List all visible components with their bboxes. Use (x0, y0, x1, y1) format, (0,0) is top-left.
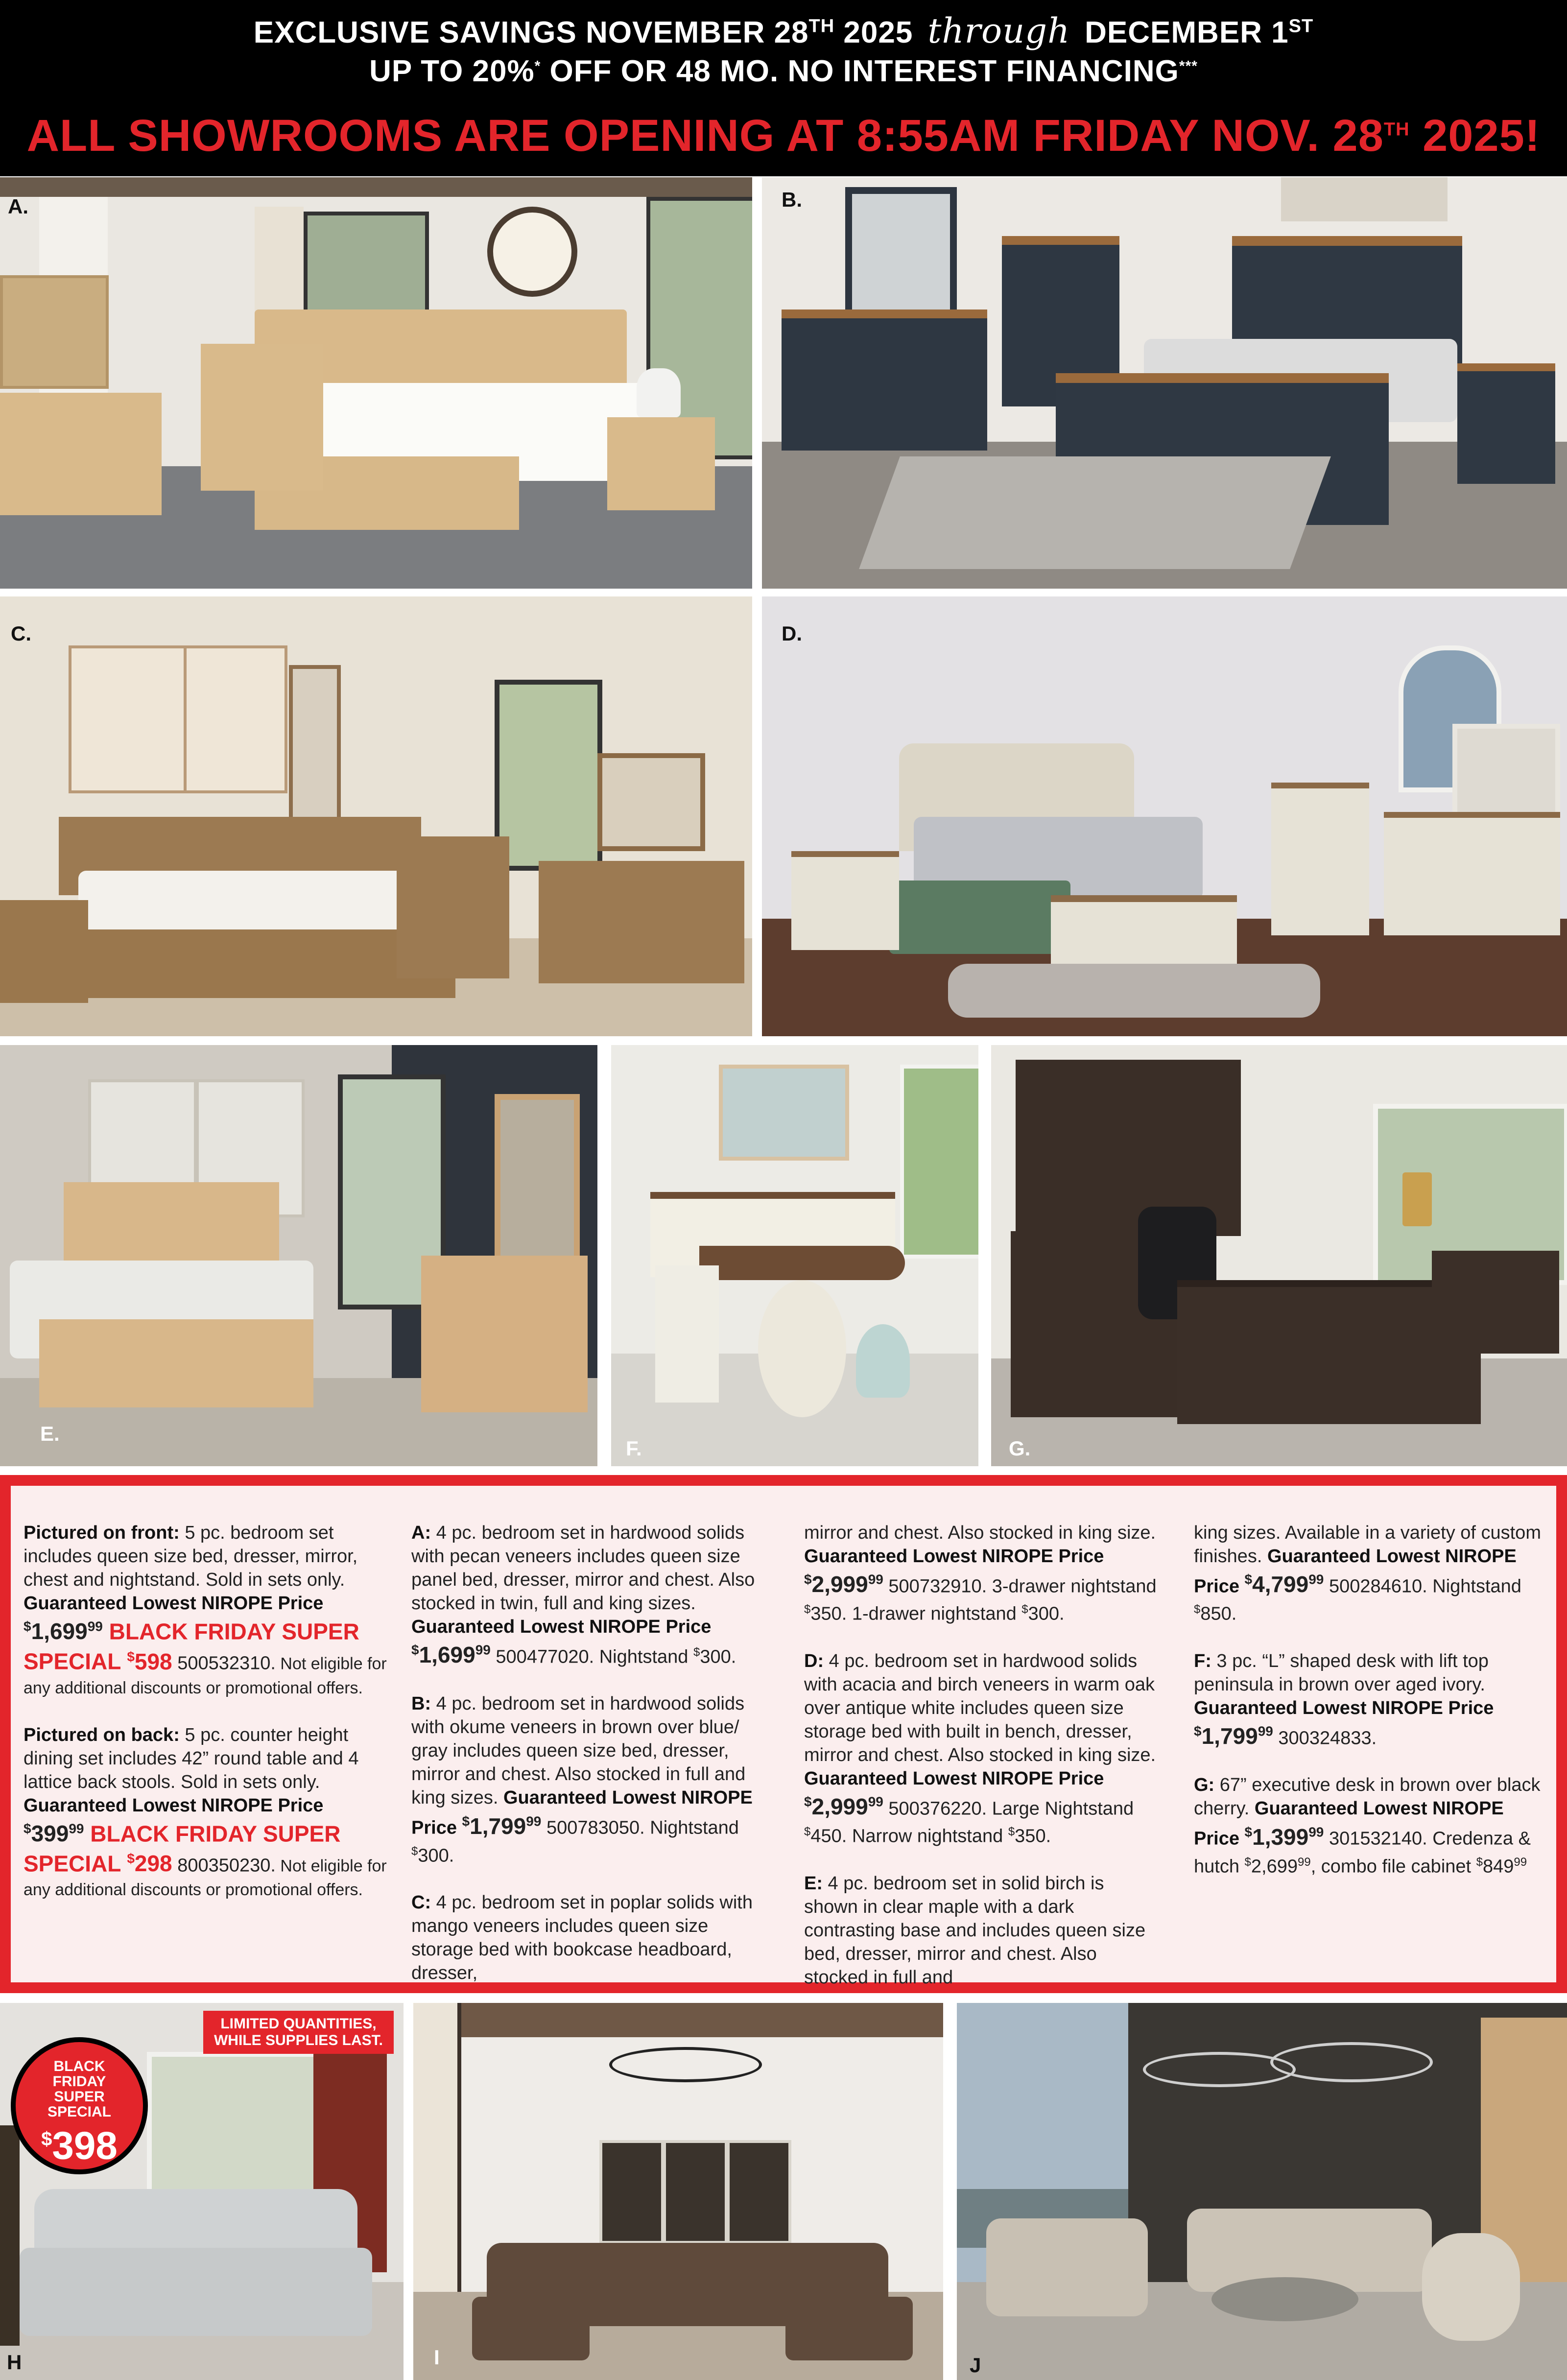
item-text: 4 pc. bedroom set in hardwood solids with okume veneers in brown over blue/ gray includes queen size bed, dresser, mirror and chest. Also stocked in full and king sizes. (411, 1693, 746, 1809)
cents: 99 (1297, 1855, 1311, 1869)
item-lead: E: (804, 1873, 823, 1894)
limited-quantities-banner (203, 2011, 394, 2054)
price-label: Guaranteed Lowest NIROPE Price (1194, 1546, 1517, 1597)
sku: 500532310. (172, 1653, 276, 1674)
dollar-sign: $ (1244, 1572, 1253, 1587)
item-price: 1,799 (1201, 1723, 1258, 1749)
photo-label: D. (782, 622, 802, 645)
item-b-description (411, 1692, 774, 1867)
item-lead: D: (804, 1650, 824, 1671)
item-text: 4 pc. bedroom set in poplar solids with mango veneers includes queen size storage bed with bookcase headboard, dresser, (411, 1892, 753, 1984)
dollar-sign: $ (804, 1603, 811, 1617)
photo-label: G. (1009, 1437, 1031, 1460)
front-set-description (24, 1521, 401, 1700)
nightstand-price: 350. 1-drawer nightstand (810, 1603, 1022, 1624)
note: Not eligible for any additional discounts or promotional offers. (24, 1654, 387, 1697)
dollar-sign: $ (24, 1619, 31, 1634)
item-text: 4 pc. bedroom set in hardwood solids with pecan veneers includes queen size panel bed, dresser, mirror and chest. Also stocked in twin, full and king sizes. (411, 1523, 755, 1614)
photo-label: E. (40, 1422, 60, 1445)
details-column-2 (411, 1521, 774, 2008)
details-column-3 (804, 1521, 1162, 2013)
photo-label: C. (11, 622, 31, 645)
showroom-opening (0, 110, 1567, 162)
ordinal: ST (1288, 16, 1314, 37)
savings-end-date: DECEMBER 1 (1085, 16, 1289, 49)
discount-text: UP TO 20% (369, 54, 535, 88)
opening-text: ALL SHOWROOMS ARE OPENING AT 8:55AM FRIDAY NOV. 28 (26, 111, 1384, 161)
cents: 99 (1258, 1723, 1273, 1739)
cents: 99 (69, 1821, 84, 1836)
savings-year: 2025 (834, 16, 913, 49)
item-f-description (1194, 1649, 1542, 1750)
nightstand-price: 300. (1028, 1603, 1065, 1624)
item-text: , combo file cabinet (1310, 1856, 1476, 1877)
photo-office-f (611, 1045, 978, 1466)
cents: 99 (526, 1813, 542, 1829)
footnote-mark: * (534, 58, 541, 74)
sku: 300324833. (1273, 1728, 1377, 1749)
item-text: mirror and chest. Also stocked in king size. (804, 1523, 1156, 1543)
bf-label: BLACK FRIDAY SUPER SPECIAL (24, 1618, 359, 1674)
dollar-sign: $ (462, 1813, 470, 1829)
black-friday-badge (11, 2037, 148, 2174)
dollar-sign: $ (693, 1645, 700, 1659)
file-cabinet-price: 849 (1483, 1856, 1514, 1877)
sku: 500783050. Nightstand (541, 1817, 739, 1838)
footnote-mark: *** (1179, 58, 1198, 74)
dollar-sign: $ (1008, 1825, 1015, 1839)
details-column-1 (24, 1521, 401, 1925)
item-c-continued (804, 1521, 1162, 1626)
item-lead: C: (411, 1892, 431, 1913)
back-price: 399 (31, 1820, 69, 1846)
item-d-description (804, 1649, 1162, 1848)
item-g-description (1194, 1773, 1542, 1878)
ordinal: TH (1383, 119, 1410, 140)
item-text: 4 pc. bedroom set in hardwood solids with acacia and birch veneers in warm oak over antique white includes queen size storage bed with built in bench, dresser, mirror and chest. Also stocked in king size. (804, 1650, 1156, 1765)
price-label: Guaranteed Lowest NIROPE Price (1194, 1798, 1504, 1849)
item-lead: F: (1194, 1650, 1211, 1671)
nightstand-price: 300. (418, 1845, 454, 1866)
cents: 99 (475, 1642, 491, 1658)
dollar-sign: $ (1244, 1824, 1253, 1840)
dollar-sign: $ (804, 1825, 811, 1839)
item-price: 4,799 (1252, 1571, 1309, 1597)
price-label: Guaranteed Lowest NIROPE Price (804, 1768, 1104, 1789)
photo-sofa-h (0, 2003, 404, 2380)
item-text: 3 pc. “L” shaped desk with lift top peninsula in brown over aged ivory. (1194, 1650, 1489, 1695)
front-text: 5 pc. bedroom set includes queen size bed, dresser, mirror, chest and nightstand. Sold in sets only. (24, 1523, 358, 1590)
item-price: 1,799 (470, 1813, 526, 1839)
item-text: 67” executive desk in brown over black cherry. (1194, 1775, 1541, 1819)
banner-line: LIMITED QUANTITIES, (220, 2016, 377, 2032)
photo-living-j (957, 2003, 1567, 2380)
badge-price: 398 (52, 2123, 118, 2167)
front-bf-price: 598 (134, 1648, 172, 1674)
cents: 99 (1308, 1824, 1324, 1840)
back-set-description (24, 1723, 401, 1902)
sku: 500376220. Large Nightstand (883, 1798, 1134, 1819)
credenza-price: 2,699 (1251, 1856, 1298, 1877)
price-label: Guaranteed Lowest NIROPE Price (24, 1795, 324, 1816)
price-label: Guaranteed Lowest NIROPE Price (1194, 1697, 1494, 1718)
item-price: 1,699 (419, 1642, 475, 1668)
front-price: 1,699 (31, 1618, 88, 1644)
dollar-sign: $ (1194, 1603, 1201, 1617)
opening-year: 2025! (1409, 111, 1541, 161)
dollar-sign: $ (1194, 1723, 1202, 1739)
nightstand-price: 850. (1200, 1603, 1237, 1624)
dollar-sign: $ (411, 1844, 418, 1858)
item-a-description (411, 1521, 774, 1668)
dollar-sign: $ (411, 1642, 419, 1658)
item-e-continued (1194, 1521, 1542, 1626)
photo-bedroom-a (0, 177, 752, 589)
dollar-sign: $ (1476, 1855, 1483, 1869)
price-label: Guaranteed Lowest NIROPE Price (411, 1787, 753, 1838)
badge-line: BLACK (53, 2058, 105, 2074)
sku: 500284610. Nightstand (1324, 1576, 1521, 1597)
note: Not eligible for any additional discounts or promotional offers. (24, 1856, 387, 1900)
through-script: through (927, 11, 1070, 51)
nightstand-price: 450. Narrow nightstand (810, 1826, 1008, 1847)
dollar-sign: $ (1021, 1603, 1028, 1617)
price-label: Guaranteed Lowest NIROPE Price (804, 1546, 1104, 1567)
item-lead: G: (1194, 1775, 1215, 1796)
photo-bedroom-b (762, 177, 1567, 589)
back-lead: Pictured on back: (24, 1724, 180, 1745)
dollar-sign: $ (24, 1821, 31, 1836)
cents: 99 (868, 1794, 883, 1809)
cents: 99 (868, 1572, 883, 1587)
ordinal: TH (808, 16, 835, 37)
financing-text: OFF OR 48 MO. NO INTEREST FINANCING (541, 54, 1179, 88)
badge-line: SUPER (54, 2089, 105, 2105)
dollar-sign: $ (804, 1794, 812, 1809)
nightstand-price: 350. (1015, 1826, 1051, 1847)
cents: 99 (87, 1619, 103, 1634)
nightstand-price: 300. (700, 1646, 736, 1667)
photo-label: B. (782, 188, 802, 211)
photo-bedroom-d (762, 596, 1567, 1036)
sku: 301532140. Credenza & hutch (1194, 1828, 1531, 1877)
photo-label: I (434, 2346, 440, 2369)
savings-dates (0, 11, 1567, 51)
savings-text: EXCLUSIVE SAVINGS NOVEMBER 28 (253, 16, 809, 49)
banner-line: WHILE SUPPLIES LAST. (214, 2032, 383, 2048)
photo-label: J (970, 2354, 981, 2377)
sku: 500732910. 3-drawer nightstand (883, 1576, 1157, 1597)
item-e-description (804, 1872, 1162, 1989)
photo-bedroom-c (0, 596, 752, 1036)
back-bf-price: 298 (134, 1851, 172, 1877)
financing-offer (0, 54, 1567, 89)
item-text: king sizes. Available in a variety of custom finishes. (1194, 1523, 1541, 1567)
price-label: Guaranteed Lowest NIROPE Price (411, 1617, 712, 1637)
item-price: 2,999 (811, 1571, 868, 1597)
cents: 99 (1308, 1572, 1324, 1587)
product-details-box (0, 1475, 1567, 1993)
dollar-sign: $ (804, 1572, 812, 1587)
photo-label: F. (626, 1437, 642, 1460)
dollar-sign: $ (1244, 1855, 1251, 1869)
details-column-4 (1194, 1521, 1542, 1902)
photo-label: A. (8, 195, 28, 218)
item-c-description (411, 1891, 774, 1985)
price-label: Guaranteed Lowest NIROPE Price (24, 1593, 324, 1614)
front-lead: Pictured on front: (24, 1523, 180, 1543)
dollar-sign: $ (127, 1649, 135, 1665)
cents: 99 (1514, 1855, 1527, 1869)
badge-line: FRIDAY (52, 2073, 106, 2090)
sku: 800350230. (172, 1855, 276, 1876)
back-text: 5 pc. counter height dining set includes 42” round table and 4 lattice back stools. Sold in sets only. (24, 1724, 359, 1792)
photo-office-g (991, 1045, 1567, 1466)
item-price: 1,399 (1252, 1824, 1309, 1850)
badge-line: SPECIAL (47, 2104, 112, 2120)
photo-sectional-i (413, 2003, 943, 2380)
item-lead: A: (411, 1523, 431, 1543)
promo-header (0, 0, 1567, 176)
item-lead: B: (411, 1693, 431, 1714)
sku: 500477020. Nightstand (490, 1646, 693, 1667)
item-text: 4 pc. bedroom set in solid birch is shown in clear maple with a dark contrasting base and includes queen size bed, dresser, mirror and chest. Also stocked in full and (804, 1873, 1146, 1988)
dollar-sign: $ (127, 1851, 135, 1866)
photo-bedroom-e (0, 1045, 597, 1466)
photo-label: H (7, 2351, 22, 2374)
bf-label: BLACK FRIDAY SUPER SPECIAL (24, 1820, 341, 1877)
dollar-sign: $ (41, 2128, 52, 2150)
item-price: 2,999 (811, 1794, 868, 1820)
